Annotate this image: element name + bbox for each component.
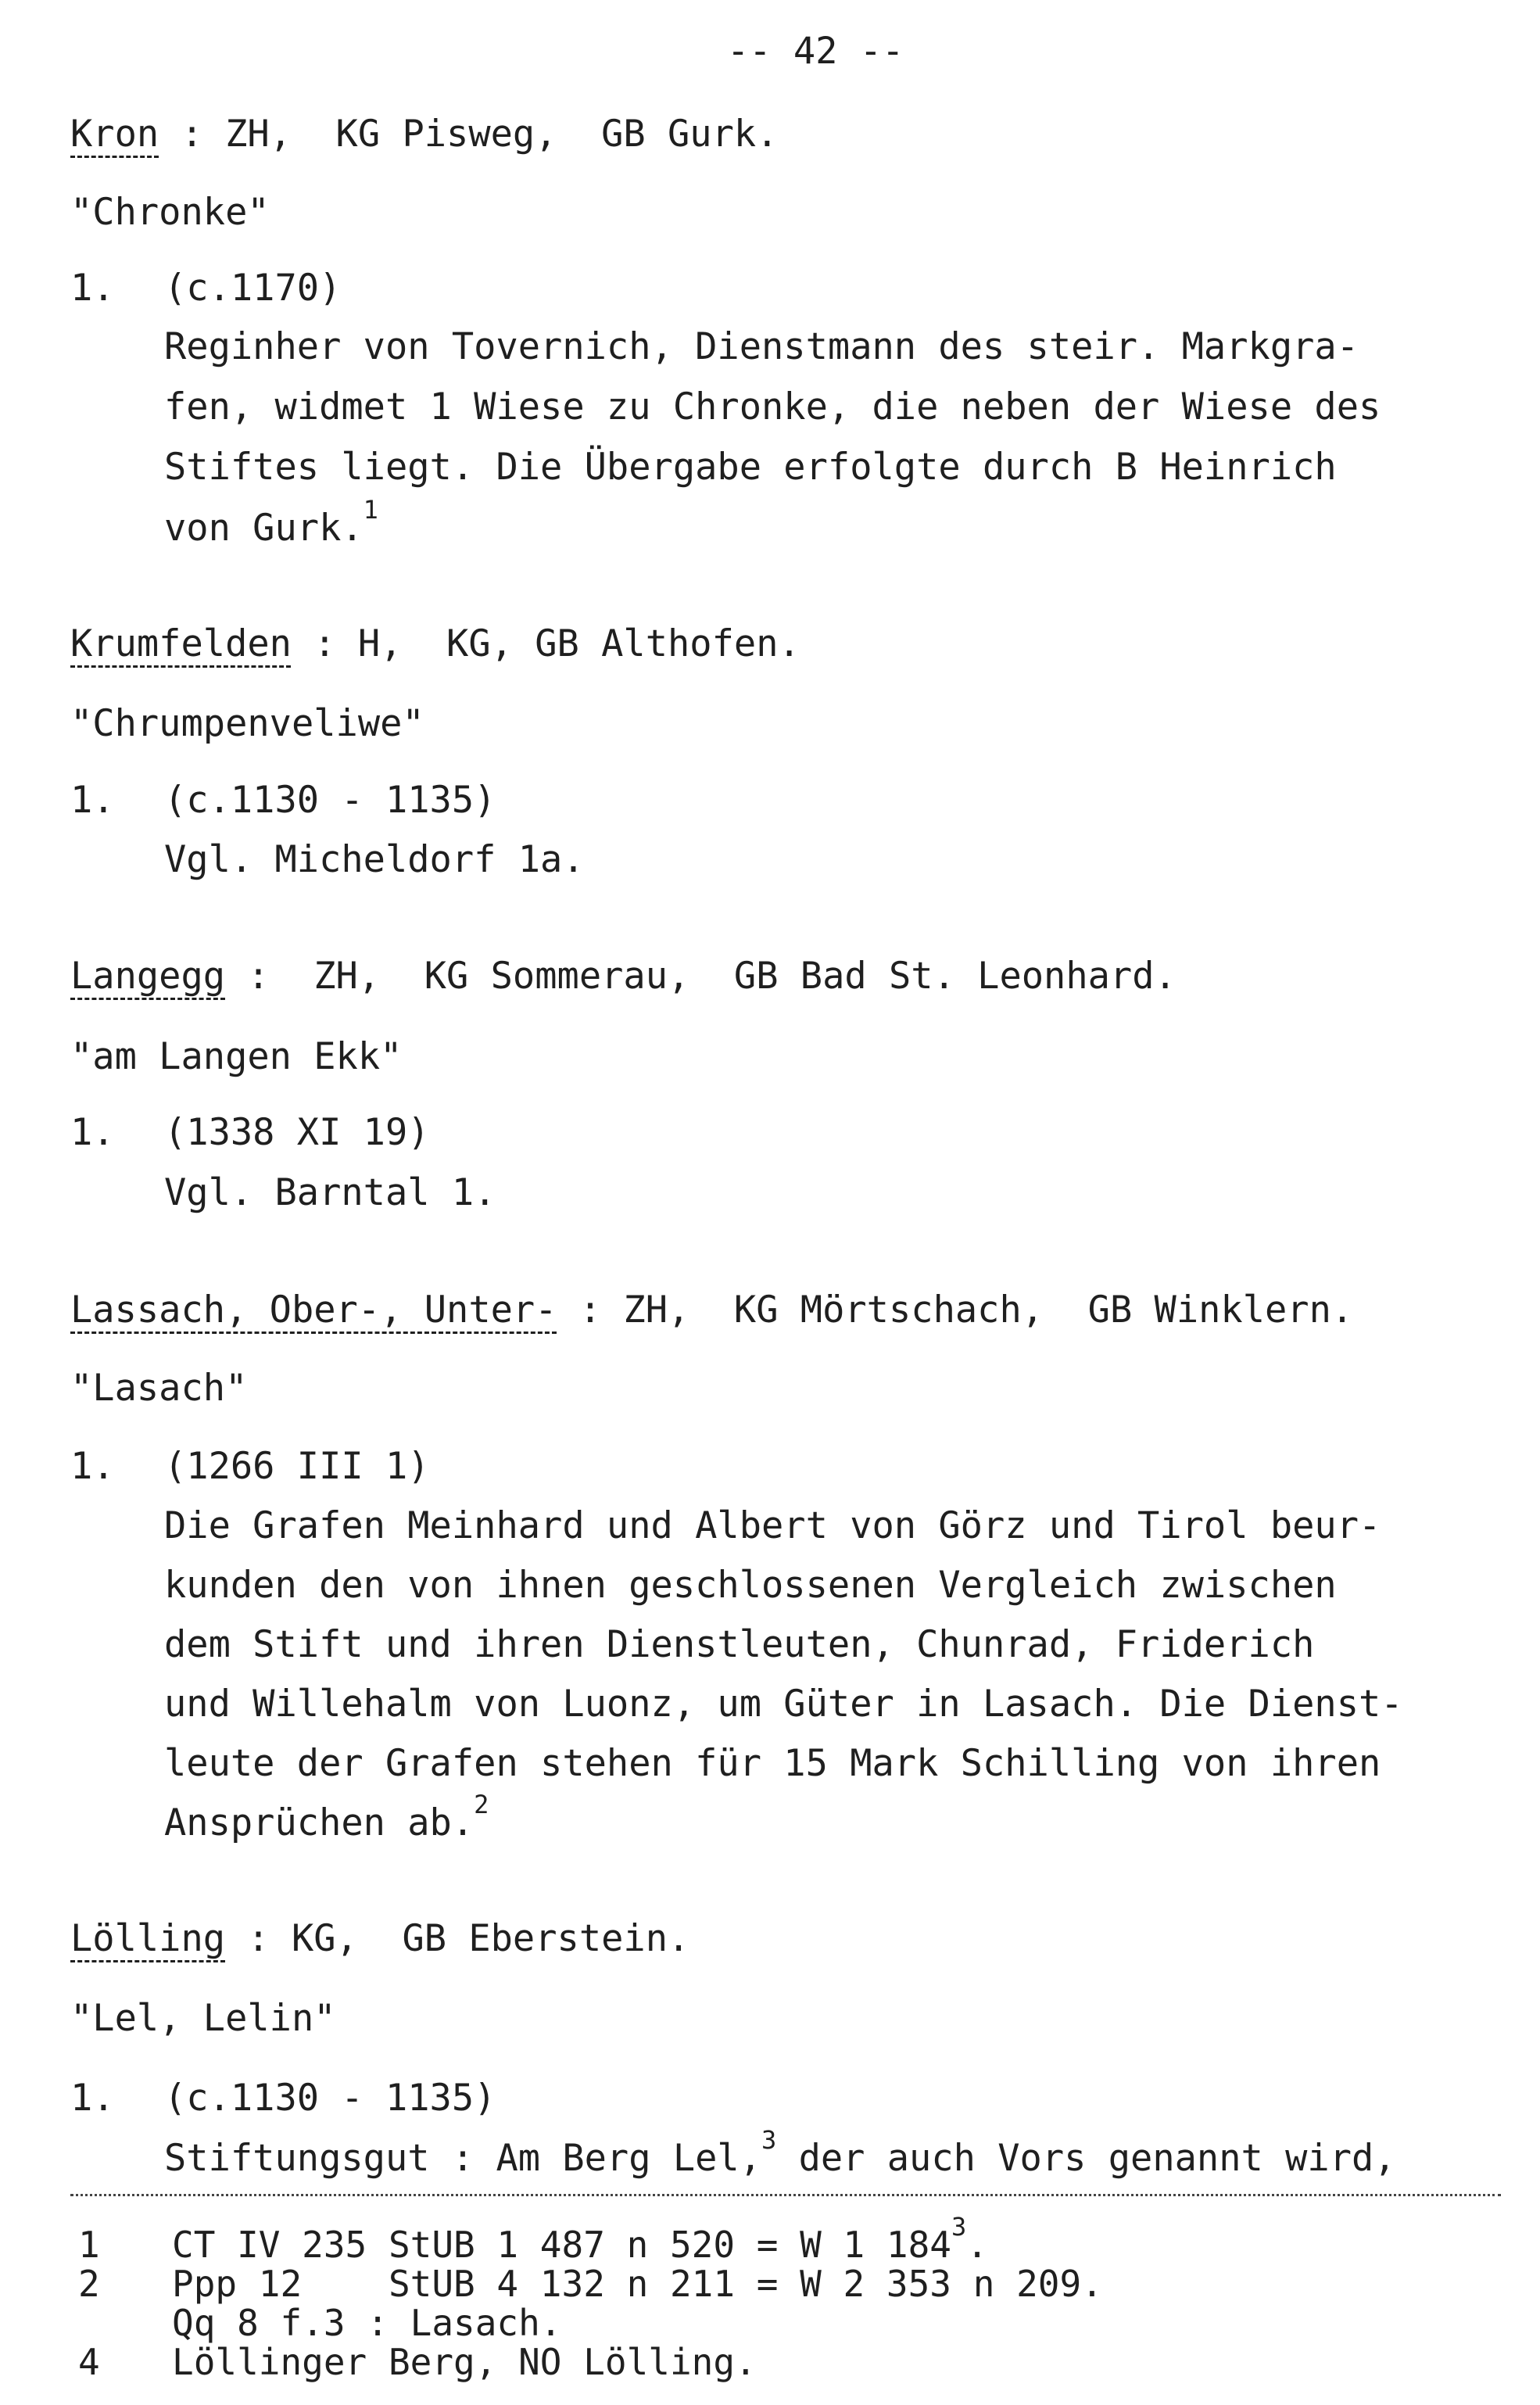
item-number: 1. <box>70 779 115 822</box>
old-name: "am Langen Ekk" <box>70 1035 403 1078</box>
footnote-reference: 2 <box>474 1790 489 1819</box>
text-line: leute der Grafen stehen für 15 Mark Schilling von ihren <box>164 1742 1381 1785</box>
footnote-text: Ppp 12 StUB 4 132 n 211 = W 2 353 n 209. <box>172 2263 1103 2305</box>
footnote-reference: 1 <box>363 495 378 525</box>
text-line: dem Stift und ihren Dienstleuten, Chunrad, Friderich <box>164 1623 1315 1666</box>
heading-details: : ZH, KG Pisweg, GB Gurk. <box>159 113 779 156</box>
heading-details: : ZH, KG Mörtschach, GB Winklern. <box>557 1289 1354 1332</box>
text-line: Stiftungsgut : Am Berg Lel,$^3$ der auch Vors genannt wird, <box>164 2125 1396 2180</box>
item-date: (c.1130 - 1135) <box>164 779 496 822</box>
footnote-text: CT IV 235 StUB 1 487 n 520 = W 1 $184^3$. <box>172 2212 988 2266</box>
text-line: Stiftes liegt. Die Übergabe erfolgte durch B Heinrich <box>164 446 1337 489</box>
text-line: von Gurk.$^1$ <box>164 495 378 550</box>
place-name: Kron <box>70 113 159 156</box>
place-name: Lassach, Ober-, Unter- <box>70 1289 557 1332</box>
footnote-text: Löllinger Berg, NO Lölling. <box>172 2341 757 2383</box>
footnote-divider <box>70 2194 1501 2196</box>
footnote-text: Qq 8 f.3 : Lasach. <box>172 2302 562 2344</box>
text-line: Vgl. Micheldorf 1a. <box>164 838 585 881</box>
text-line: Ansprüchen ab.$^2$ <box>164 1790 489 1844</box>
text-line: Reginher von Tovernich, Dienstmann des steir. Markgra- <box>164 325 1359 368</box>
text-line: fen, widmet 1 Wiese zu Chronke, die neben der Wiese des <box>164 385 1381 428</box>
item-number: 1. <box>70 267 115 310</box>
entry-heading <box>70 1917 690 1960</box>
old-name: "Chronke" <box>70 191 270 234</box>
item-date: (c.1130 - 1135) <box>164 2077 496 2120</box>
footnote-reference: 3 <box>761 2125 777 2155</box>
heading-details: : ZH, KG Sommerau, GB Bad St. Leonhard. <box>225 955 1176 998</box>
page-number: -- 42 -- <box>727 30 904 73</box>
heading-details: : KG, GB Eberstein. <box>225 1917 690 1960</box>
heading-details: : H, KG, GB Althofen. <box>291 622 800 665</box>
text-line: und Willehalm von Luonz, um Güter in Lasach. Die Dienst- <box>164 1683 1403 1726</box>
text-line: Vgl. Barntal 1. <box>164 1171 496 1214</box>
item-number: 1. <box>70 1445 115 1488</box>
item-date: (1338 XI 19) <box>164 1111 430 1154</box>
footnote-number: 4 <box>78 2341 100 2383</box>
old-name: "Lel, Lelin" <box>70 1997 336 2040</box>
item-number: 1. <box>70 1111 115 1154</box>
text-line: kunden den von ihnen geschlossenen Vergleich zwischen <box>164 1564 1337 1607</box>
footnote-number: 1 <box>78 2224 100 2266</box>
text-line: Die Grafen Meinhard und Albert von Görz und Tirol beur- <box>164 1504 1381 1547</box>
item-number: 1. <box>70 2077 115 2120</box>
entry-heading <box>70 113 779 156</box>
item-date: (1266 III 1) <box>164 1445 430 1488</box>
footnote-number: 2 <box>78 2263 100 2305</box>
place-name: Lölling <box>70 1917 226 1960</box>
entry-heading <box>70 955 1176 998</box>
place-name: Krumfelden <box>70 622 292 665</box>
entry-heading <box>70 622 800 665</box>
old-name: "Lasach" <box>70 1367 248 1410</box>
place-name: Langegg <box>70 955 226 998</box>
entry-heading <box>70 1289 1354 1332</box>
item-date: (c.1170) <box>164 267 342 310</box>
old-name: "Chrumpenveliwe" <box>70 702 424 745</box>
